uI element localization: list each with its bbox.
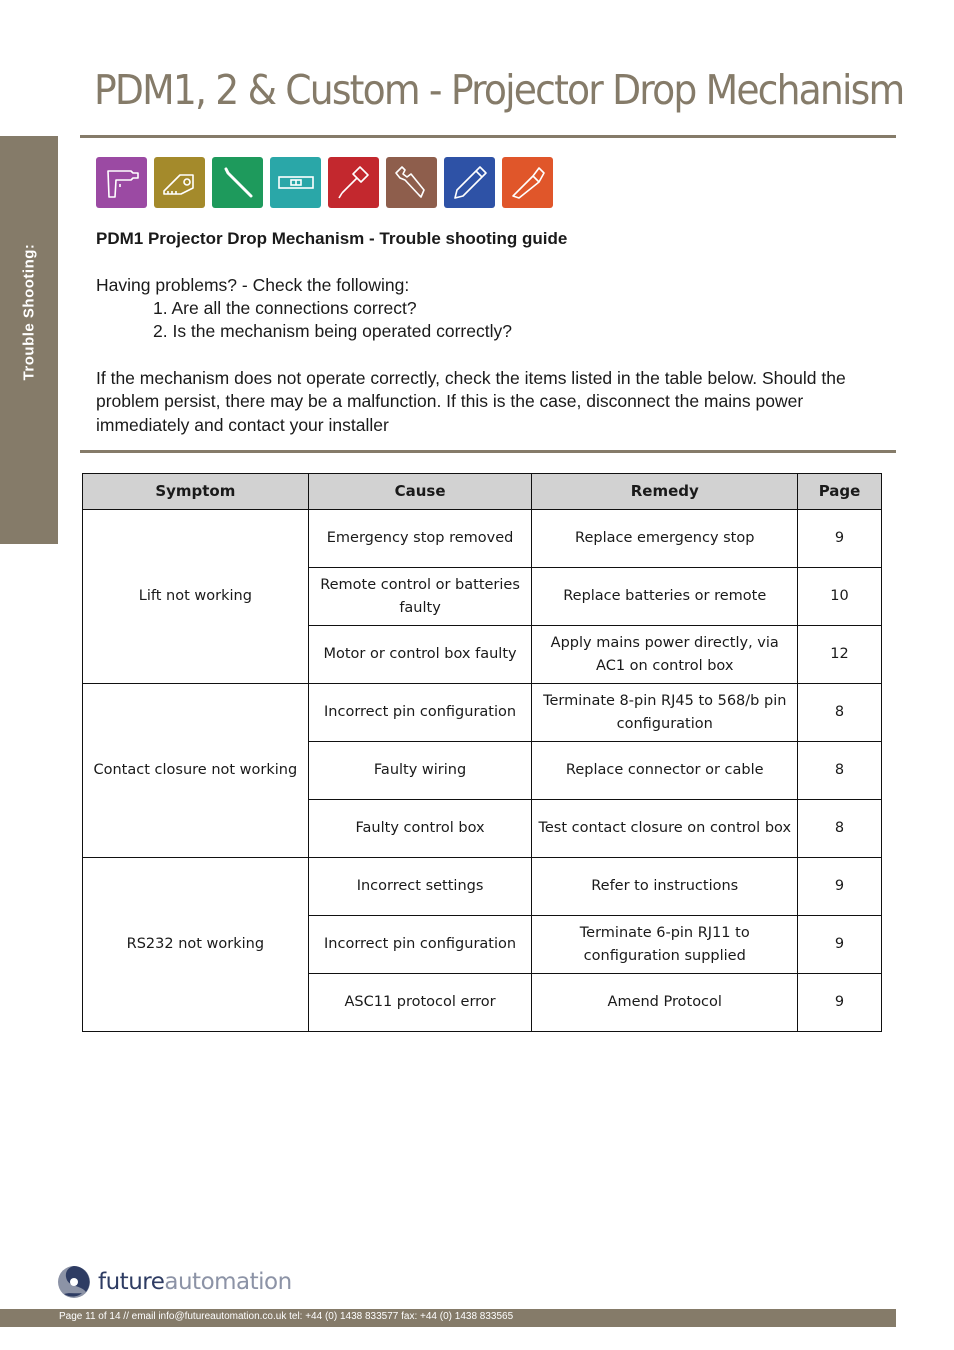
header-cause: Cause <box>308 474 532 510</box>
page-cell: 9 <box>798 974 882 1032</box>
page-cell: 9 <box>798 916 882 974</box>
cause-cell: Faulty wiring <box>308 742 532 800</box>
header-remedy: Remedy <box>532 474 798 510</box>
header-page: Page <box>798 474 882 510</box>
instructions-paragraph: If the mechanism does not operate correctly, check the items listed in the table below. Should the problem persist, there may be a malfunction. If this is the case, disconnect the mains power immediately and contact your installer <box>96 368 846 435</box>
side-tab <box>0 136 58 544</box>
page-cell: 10 <box>798 568 882 626</box>
check-item: 2. Is the mechanism being operated correctly? <box>153 321 512 342</box>
remedy-cell: Terminate 8-pin RJ45 to 568/b pin configuration <box>532 684 798 742</box>
intro-text: Having problems? - Check the following: <box>96 275 410 295</box>
symptom-cell: RS232 not working <box>83 858 309 1032</box>
header-symptom: Symptom <box>83 474 309 510</box>
remedy-cell: Replace emergency stop <box>532 510 798 568</box>
table-row <box>83 684 882 742</box>
cause-cell: Incorrect pin configuration <box>308 916 532 974</box>
table-header-row <box>83 474 882 510</box>
page-cell: 8 <box>798 800 882 858</box>
cause-cell: Incorrect pin configuration <box>308 684 532 742</box>
remedy-cell: Replace connector or cable <box>532 742 798 800</box>
cause-cell: Remote control or batteries faulty <box>308 568 532 626</box>
tape-measure-icon <box>154 157 205 208</box>
page-cell: 8 <box>798 684 882 742</box>
remedy-cell: Apply mains power directly, via AC1 on control box <box>532 626 798 684</box>
section-heading: PDM1 Projector Drop Mechanism - Trouble shooting guide <box>96 229 568 248</box>
remedy-cell: Replace batteries or remote <box>532 568 798 626</box>
page-title: PDM1, 2 & Custom - Projector Drop Mechanism <box>94 66 904 114</box>
footer-contact-text: Page 11 of 14 // email info@futureautomation.co.uk tel: +44 (0) 1438 833577 fax: +44 (0) 1438 833565 <box>59 1311 514 1322</box>
page-cell: 12 <box>798 626 882 684</box>
spirit-level-icon <box>270 157 321 208</box>
cause-cell: Emergency stop removed <box>308 510 532 568</box>
page-cell: 9 <box>798 858 882 916</box>
page-cell: 8 <box>798 742 882 800</box>
table-row <box>83 858 882 916</box>
table-row <box>83 510 882 568</box>
check-item: 1. Are all the connections correct? <box>153 298 417 318</box>
utility-knife-icon <box>502 157 553 208</box>
screwdriver-icon <box>328 157 379 208</box>
logo-swirl-icon <box>56 1264 92 1300</box>
check-list <box>153 297 512 344</box>
future-automation-logo <box>56 1264 292 1300</box>
footer-bar <box>0 1309 896 1327</box>
logo-wordmark: futureautomation <box>98 1269 292 1295</box>
cause-cell: Faulty control box <box>308 800 532 858</box>
symptom-cell: Contact closure not working <box>83 684 309 858</box>
cause-cell: ASC11 protocol error <box>308 974 532 1032</box>
symptom-cell: Lift not working <box>83 510 309 684</box>
pencil-icon <box>444 157 495 208</box>
tool-icon-row <box>96 157 553 208</box>
side-tab-label: Trouble Shooting: <box>20 243 38 381</box>
wrench-icon <box>386 157 437 208</box>
remedy-cell: Refer to instructions <box>532 858 798 916</box>
hex-key-icon <box>212 157 263 208</box>
drill-icon <box>96 157 147 208</box>
cause-cell: Incorrect settings <box>308 858 532 916</box>
remedy-cell: Test contact closure on control box <box>532 800 798 858</box>
cause-cell: Motor or control box faulty <box>308 626 532 684</box>
remedy-cell: Amend Protocol <box>532 974 798 1032</box>
section-divider <box>80 450 896 453</box>
title-divider <box>80 135 896 138</box>
remedy-cell: Terminate 6-pin RJ11 to configuration supplied <box>532 916 798 974</box>
page-cell: 9 <box>798 510 882 568</box>
trouble-shooting-table <box>82 473 882 1032</box>
